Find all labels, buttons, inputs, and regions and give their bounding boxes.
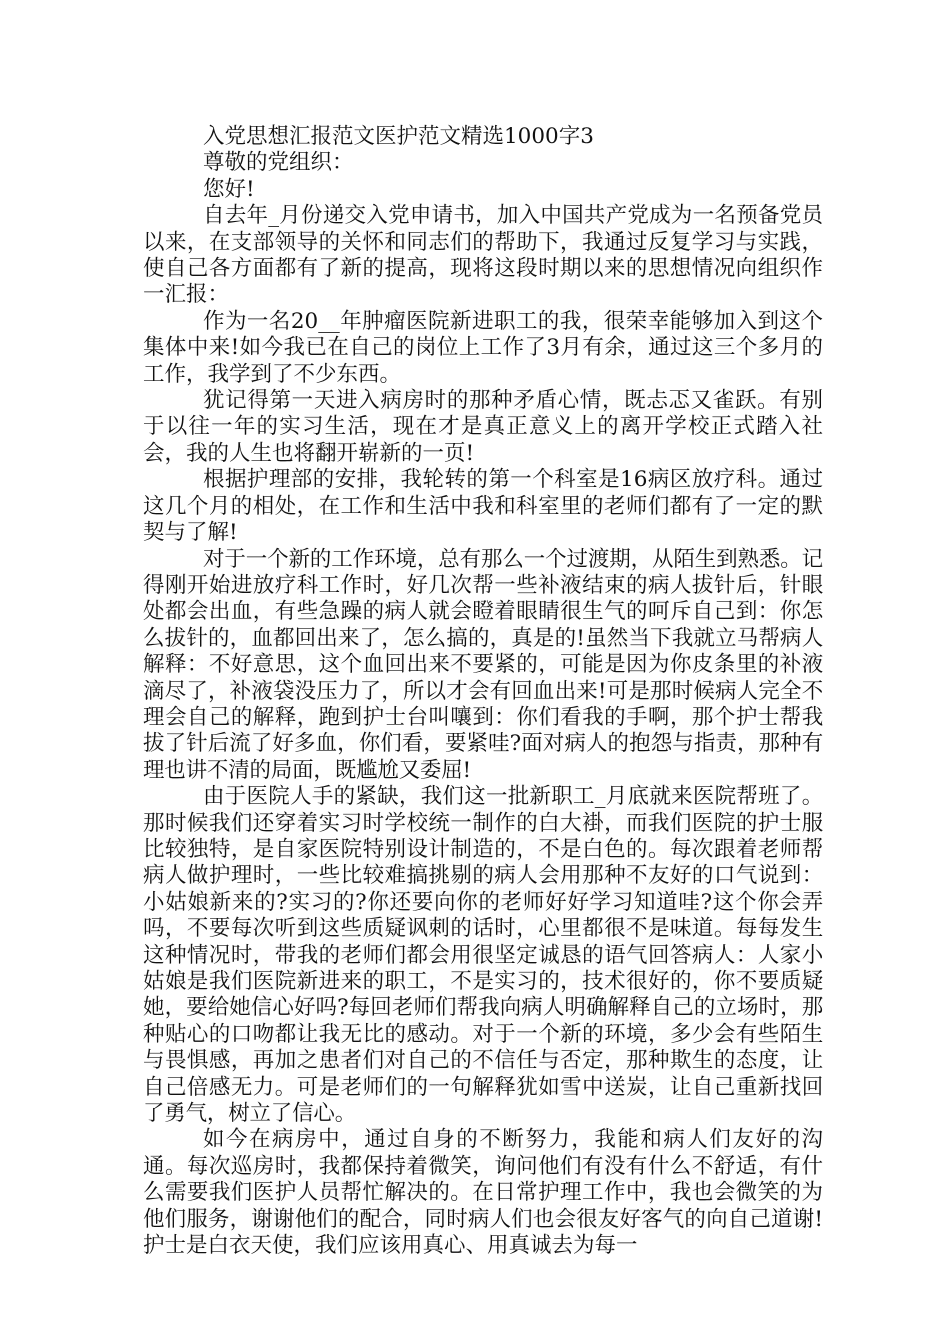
document-title: 入党思想汇报范文医护范文精选1000字3 [203,124,594,149]
paragraph-3: 犹记得第一天进入病房时的那种矛盾心情，既忐忑又雀跃。有别于以往一年的实习生活，现在才是真正意义上的离开学校正式踏入社会，我的人生也将翻开崭新的一页! [143,388,823,466]
paragraph-1: 自去年_月份递交入党申请书，加入中国共产党成为一名预备党员以来，在支部领导的关怀和同志们的帮助下，我通过反复学习与实践，使自己各方面都有了新的提高，现将这段时期以来的思想情况向组织作一汇报： [143,203,823,308]
paragraph-4: 根据护理部的安排，我轮转的第一个科室是16病区放疗科。通过这几个月的相处，在工作和生活中我和科室里的老师们都有了一定的默契与了解! [143,467,823,546]
greeting: 您好! [203,176,255,202]
paragraph-5: 对于一个新的工作环境，总有那么一个过渡期，从陌生到熟悉。记得刚开始进放疗科工作时，好几次帮一些补液结束的病人拔针后，针眼处都会出血，有些急躁的病人就会瞪着眼睛很生气的呵斥自己到：你怎么拔针的，血都回出来了，怎么搞的，真是的!虽然当下我就立马帮病人解释：不好意思，这个血回出来不要紧的，可能是因为你皮条里的补液滴尽了，补液袋没压力了，所以才会有回血出来!可是那时候病人完全不理会自己的解释，跑到护士台叫嚷到：你们看我的手啊，那个护士帮我拔了针后流了好多血，你们看，要紧哇?面对病人的抱怨与指责，那种有理也讲不清的局面，既尴尬又委屈! [143,546,823,783]
document-body [143,124,823,1259]
salutation: 尊敬的党组织： [203,150,354,176]
paragraph-6: 由于医院人手的紧缺，我们这一批新职工_月底就来医院帮班了。那时候我们还穿着实习时学校统一制作的白大褂，而我们医院的护士服比较独特，是自家医院特别设计制造的，不是白色的。每次跟着老师帮病人做护理时，一些比较难搞挑剔的病人会用那种不友好的口气说到：小姑娘新来的?实习的?你还要向你的老师好好学习知道哇?这个你会弄吗，不要每次听到这些质疑讽刺的话时，心里都很不是味道。每每发生这种情况时，带我的老师们都会用很坚定诚恳的语气回答病人：人家小姑娘是我们医院新进来的职工，不是实习的，技术很好的，你不要质疑她，要给她信心好吗?每回老师们帮我向病人明确解释自己的立场时，那种贴心的口吻都让我无比的感动。对于一个新的环境，多少会有些陌生与畏惧感，再加之患者们对自己的不信任与否定，那种欺生的态度，让自己倍感无力。可是老师们的一句解释犹如雪中送炭，让自己重新找回了勇气，树立了信心。 [143,784,823,1127]
paragraph-2: 作为一名20__年肿瘤医院新进职工的我，很荣幸能够加入到这个集体中来!如今我已在自己的岗位上工作了3月有余，通过这三个多月的工作，我学到了不少东西。 [143,308,823,387]
paragraph-7: 如今在病房中，通过自身的不断努力，我能和病人们友好的沟通。每次巡房时，我都保持着微笑，询问他们有没有什么不舒适，有什么需要我们医护人员帮忙解决的。在日常护理工作中，我也会微笑的为他们服务，谢谢他们的配合，同时病人们也会很友好客气的向自己道谢!护士是白衣天使，我们应该用真心、用真诚去为每一 [143,1127,823,1259]
